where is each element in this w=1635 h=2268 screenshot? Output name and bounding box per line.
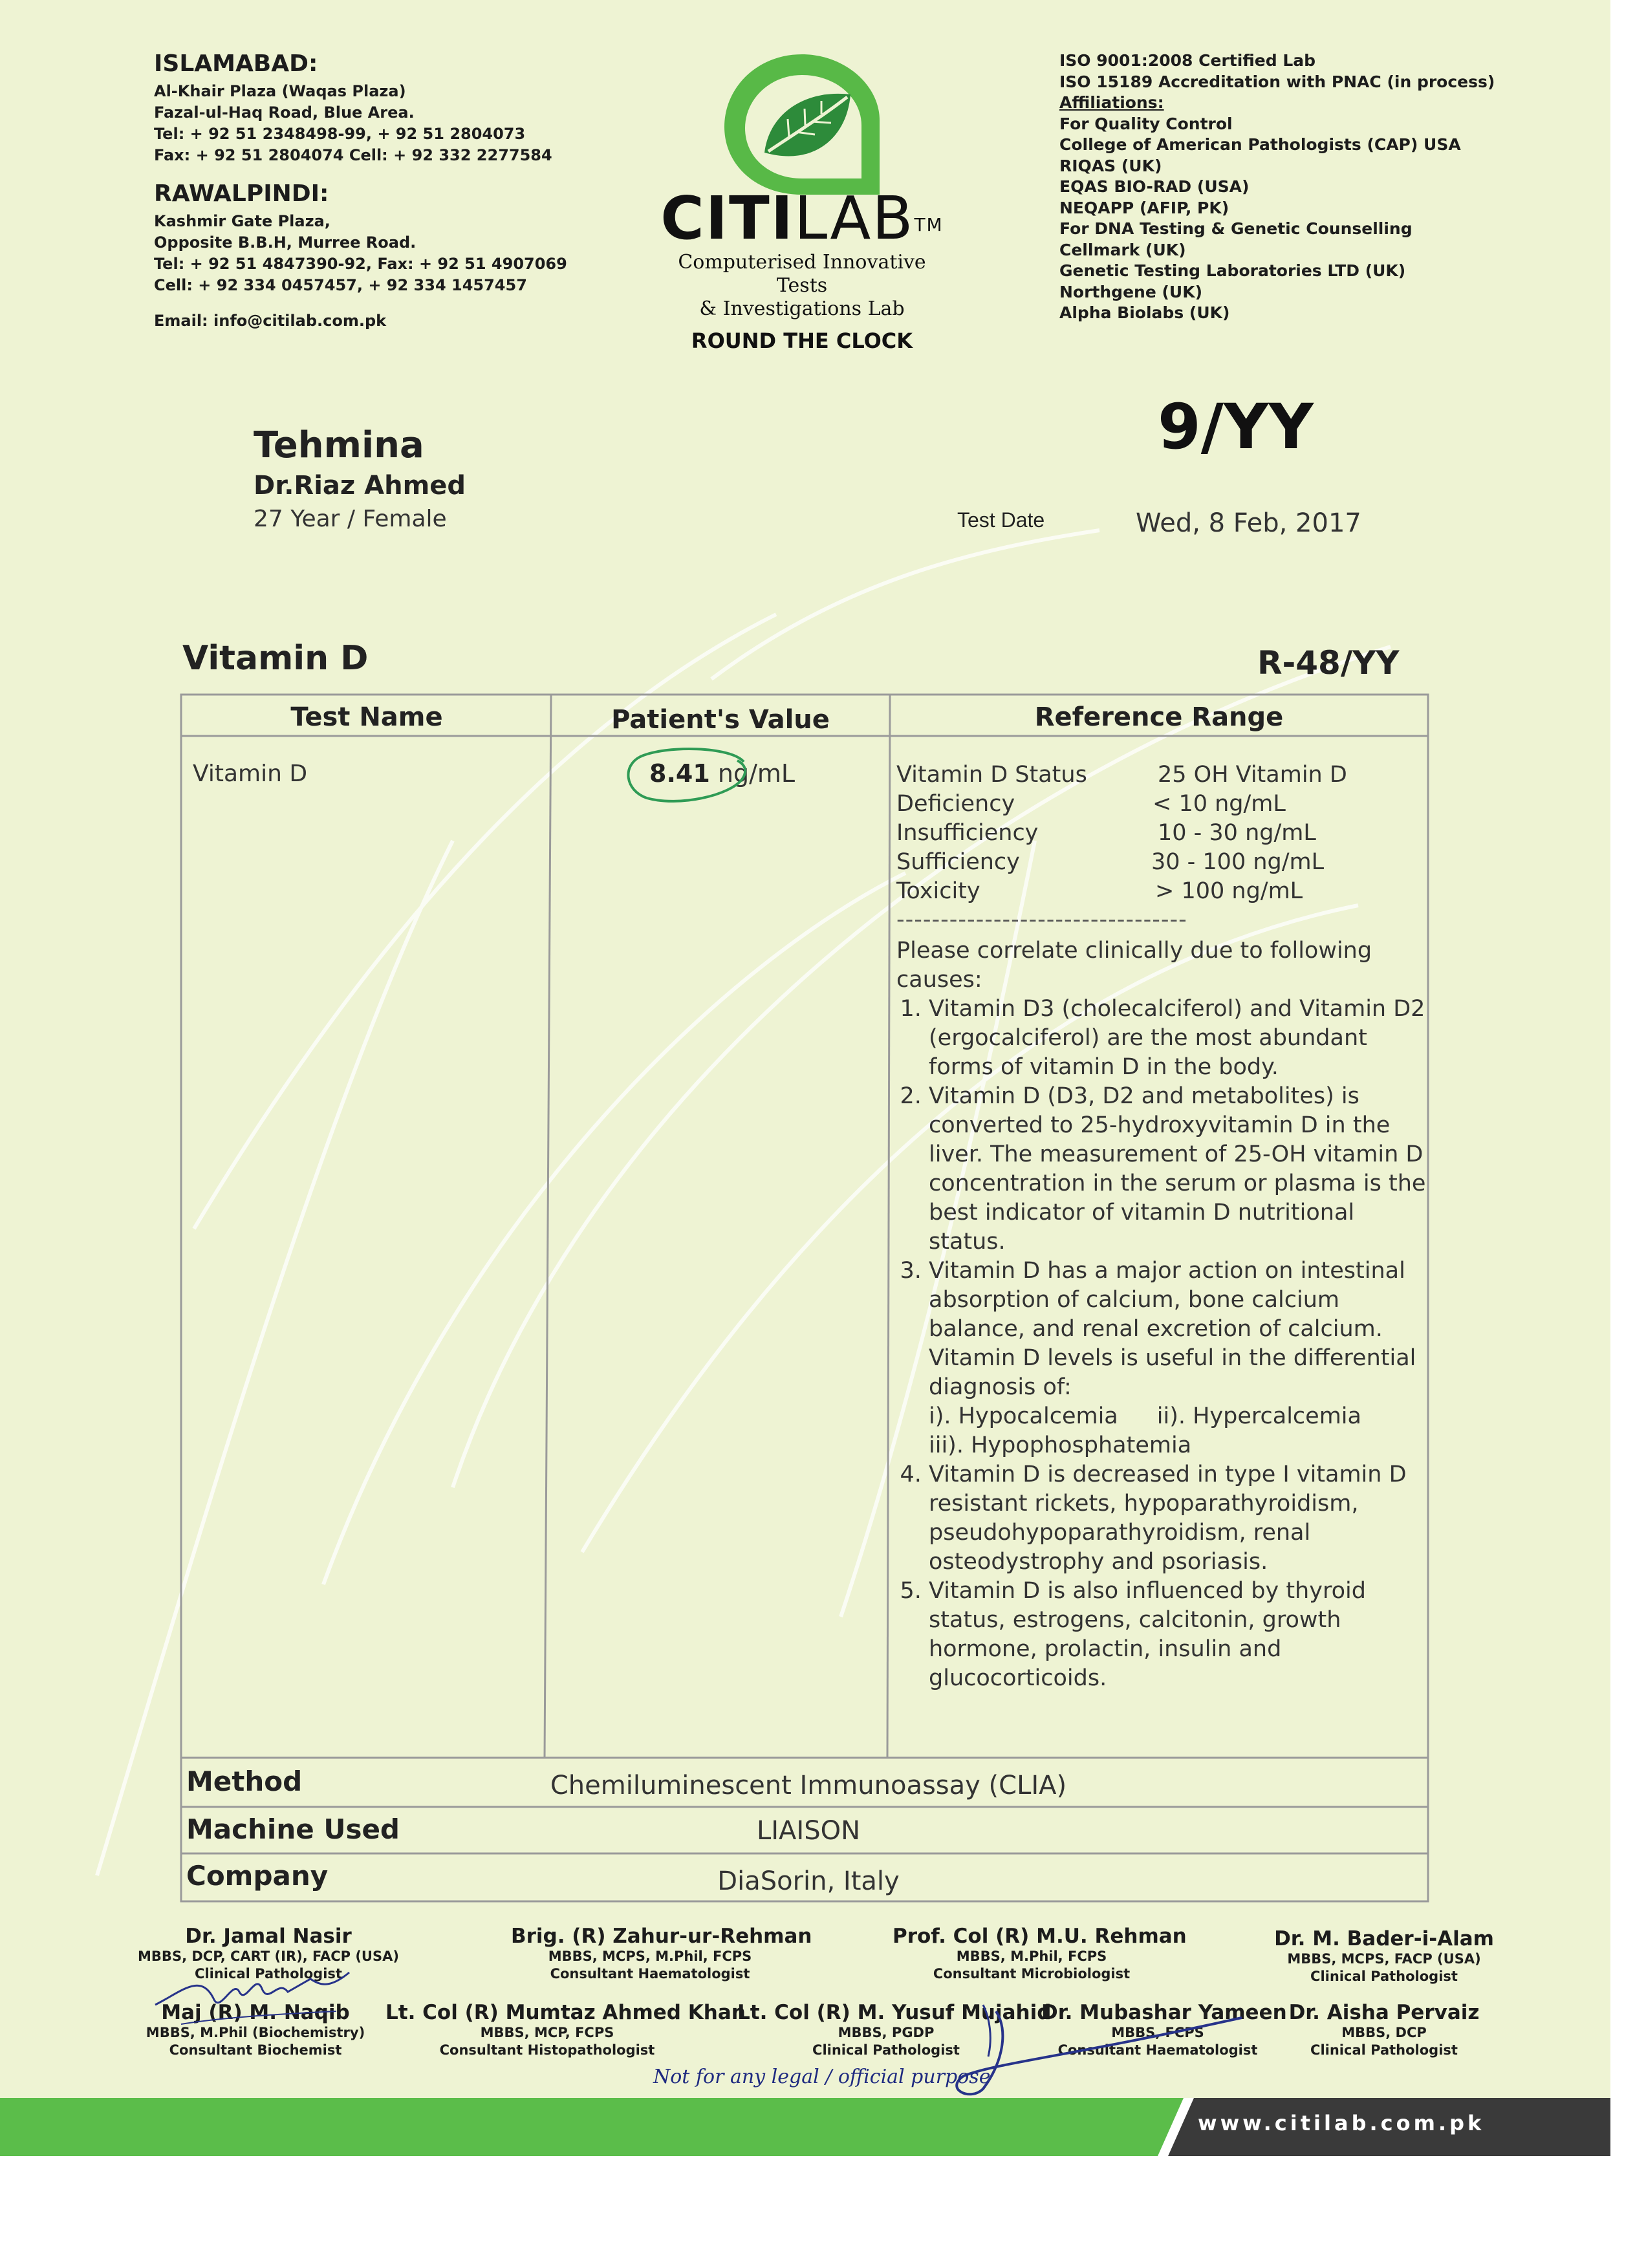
islamabad-line: Fazal-ul-Haq Road, Blue Area.: [154, 103, 415, 122]
reference-value: > 100 ng/mL: [1155, 878, 1303, 904]
reference-divider: ---------------------------------: [896, 907, 1187, 933]
signatory-name: Dr. M. Bader-i-Alam: [1274, 1927, 1494, 1950]
brand-tagline: Computerised Innovative Tests: [678, 251, 926, 297]
reference-value: < 10 ng/mL: [1153, 791, 1286, 817]
signatory-qualification: MBBS, MCPS, M.Phil, FCPS: [548, 1949, 752, 1964]
signatory-qualification: MBBS, FCPS: [1111, 2025, 1204, 2040]
brand-name-bold: CITI: [660, 184, 795, 253]
disclaimer-note: Not for any legal / official purpose: [653, 2066, 991, 2088]
test-date-value: Wed, 8 Feb, 2017: [1136, 508, 1361, 538]
signatory-title: Consultant Histopathologist: [439, 2042, 655, 2058]
reference-value: 30 - 100 ng/mL: [1151, 849, 1325, 875]
note-item: 5. Vitamin D is also influenced by thyroid status, estrogens, calcitonin, growth hormone, prolactin, insulin and glucocorticoids.: [929, 1577, 1427, 1693]
column-header-patient-value: Patient's Value: [611, 705, 830, 735]
signatory-title: Consultant Haematologist: [1057, 2042, 1258, 2058]
note-subitem: iii). Hypophosphatemia: [929, 1432, 1192, 1458]
signatory-title: Clinical Pathologist: [1310, 1969, 1458, 1984]
signatory-name: Prof. Col (R) M.U. Rehman: [893, 1925, 1187, 1948]
reference-row: [896, 849, 1325, 875]
signatory-name: Dr. Mubashar Yameen: [1041, 2001, 1287, 2024]
signatory-name: Lt. Col (R) M. Yusuf Mujahid: [737, 2001, 1052, 2024]
rawalpindi-line: Cell: + 92 334 0457457, + 92 334 1457457: [154, 276, 527, 294]
signatory-title: Consultant Haematologist: [550, 1966, 750, 1982]
signatory-name: Maj (R) M. Naqib: [161, 2001, 350, 2024]
signatory: [893, 1925, 1187, 1983]
company-label: Company: [186, 1860, 329, 1892]
affiliations-heading: Affiliations:: [1059, 93, 1164, 112]
trademark-mark: TM: [914, 214, 944, 235]
method-label: Method: [186, 1766, 303, 1797]
signatory: [385, 2001, 746, 2059]
clinical-notes: [896, 936, 1427, 1693]
signatory-title: Clinical Pathologist: [1310, 2042, 1458, 2058]
reference-row: [896, 791, 1286, 817]
signatory-title: Clinical Pathologist: [812, 2042, 960, 2058]
report-number: R-48/YY: [1257, 644, 1400, 682]
company-value: DiaSorin, Italy: [717, 1866, 900, 1896]
islamabad-line: Al-Khair Plaza (Waqas Plaza): [154, 82, 406, 100]
note-text: Vitamin D has a major action on intestinal absorption of calcium, bone calcium balance, and renal excretion of calcium. Vitamin D levels is useful in the differential diagnosis of:: [929, 1258, 1416, 1400]
note-item: 1. Vitamin D3 (cholecalciferol) and Vitamin D2 (ergocalciferol) are the most abundant forms of vitamin D in the body.: [929, 995, 1427, 1082]
patient-value-unit: ng/mL: [717, 759, 796, 788]
accreditation-line: For Quality Control: [1059, 114, 1233, 133]
islamabad-line: Fax: + 92 51 2804074 Cell: + 92 332 2277584: [154, 146, 552, 164]
test-name-cell: Vitamin D: [193, 761, 308, 787]
signatory: [1268, 1927, 1500, 1985]
reference-label: Vitamin D Status: [896, 762, 1087, 788]
signatory-qualification: MBBS, M.Phil, FCPS: [956, 1949, 1107, 1964]
reference-range-table: [896, 762, 1427, 911]
rawalpindi-line: Tel: + 92 51 4847390-92, Fax: + 92 51 4907069: [154, 255, 567, 273]
method-value: Chemiluminescent Immunoassay (CLIA): [550, 1771, 1067, 1800]
machine-value: LIAISON: [756, 1816, 861, 1846]
signatory-name: Brig. (R) Zahur-ur-Rehman: [511, 1925, 812, 1948]
patient-name: Tehmina: [254, 424, 424, 466]
signatory-title: Consultant Microbiologist: [933, 1966, 1131, 1982]
round-the-clock: ROUND THE CLOCK: [691, 329, 913, 353]
notes-intro: Please correlate clinically due to following causes:: [896, 938, 1372, 993]
signatory-name: Dr. Jamal Nasir: [185, 1925, 352, 1948]
signatory-qualification: MBBS, DCP: [1341, 2025, 1427, 2040]
signatory-title: Clinical Pathologist: [195, 1966, 342, 1982]
accreditation-line: Northgene (UK): [1059, 282, 1203, 301]
test-date-label: Test Date: [957, 508, 1045, 532]
reference-row: [896, 820, 1316, 846]
note-item: 2. Vitamin D (D3, D2 and metabolites) is converted to 25-hydroxyvitamin D in the liver. The measurement of 25-OH vitamin D concentration in the serum or plasma is the best indicator of vitamin D nutritional status.: [929, 1082, 1427, 1257]
accreditation-line: Genetic Testing Laboratories LTD (UK): [1059, 261, 1406, 280]
accreditation-line: NEQAPP (AFIP, PK): [1059, 198, 1229, 217]
signatory-qualification: MBBS, MCPS, FACP (USA): [1287, 1951, 1481, 1967]
machine-label: Machine Used: [186, 1813, 400, 1845]
note-item: 4. Vitamin D is decreased in type I vitamin D resistant rickets, hypoparathyroidism, pseudohypoparathyroidism, renal osteodystrophy and psoriasis.: [929, 1460, 1427, 1577]
note-item: [929, 1257, 1427, 1460]
signatory-qualification: MBBS, DCP, CART (IR), FACP (USA): [138, 1949, 399, 1964]
islamabad-line: Tel: + 92 51 2348498-99, + 92 51 2804073: [154, 125, 526, 143]
column-header-reference-range: Reference Range: [1034, 702, 1284, 732]
column-header-test-name: Test Name: [290, 702, 443, 732]
website-link[interactable]: www.citilab.com.pk: [1198, 2111, 1485, 2135]
signatory-qualification: MBBS, MCP, FCPS: [480, 2025, 614, 2040]
note-subitem: ii). Hypercalcemia: [1156, 1403, 1361, 1429]
rawalpindi-line: Opposite B.B.H, Murree Road.: [154, 233, 417, 252]
patient-value: 8.41: [649, 759, 710, 788]
accreditation-line: ISO 9001:2008 Certified Lab: [1059, 51, 1316, 70]
brand-name-thin: LAB: [794, 184, 915, 253]
reference-label: Toxicity: [896, 878, 980, 904]
accreditation-line: Alpha Biolabs (UK): [1059, 303, 1230, 322]
accreditation-line: ISO 15189 Accreditation with PNAC (in process): [1059, 72, 1495, 91]
signatory-name: Dr. Aisha Pervaiz: [1288, 2001, 1480, 2024]
accreditation-line: College of American Pathologists (CAP) USA: [1059, 135, 1461, 154]
islamabad-heading: ISLAMABAD:: [154, 50, 318, 77]
reference-row: [896, 762, 1347, 788]
signatory: [511, 1925, 812, 1983]
accreditation-line: For DNA Testing & Genetic Counselling: [1059, 219, 1413, 238]
reference-label: Sufficiency: [896, 849, 1020, 875]
reference-value: 25 OH Vitamin D: [1158, 762, 1347, 788]
reference-label: Deficiency: [896, 791, 1015, 817]
rawalpindi-heading: RAWALPINDI:: [154, 180, 329, 207]
rawalpindi-line: Kashmir Gate Plaza,: [154, 212, 330, 230]
reference-value: 10 - 30 ng/mL: [1158, 820, 1316, 846]
patient-age-gender: 27 Year / Female: [254, 506, 447, 532]
email-line: Email: info@citilab.com.pk: [154, 312, 387, 330]
reference-label: Insufficiency: [896, 820, 1039, 846]
reference-row: [896, 878, 1303, 904]
accreditation-line: RIQAS (UK): [1059, 156, 1162, 175]
accreditation-line: Cellmark (UK): [1059, 240, 1186, 259]
accreditation-line: EQAS BIO-RAD (USA): [1059, 177, 1250, 196]
signatory-qualification: MBBS, PGDP: [838, 2025, 935, 2040]
referring-doctor: Dr.Riaz Ahmed: [254, 471, 466, 501]
signatory: [1287, 2001, 1481, 2059]
notes-list: [896, 995, 1427, 1693]
signatory-name: Lt. Col (R) Mumtaz Ahmed Khan: [385, 2001, 746, 2024]
value-highlight-circle: [621, 742, 757, 807]
reference-number: 9/YY: [1158, 391, 1314, 463]
signatory-qualification: MBBS, M.Phil (Biochemistry): [146, 2025, 365, 2040]
brand-tagline: & Investigations Lab: [699, 297, 905, 320]
note-subitem: i). Hypocalcemia: [929, 1403, 1118, 1429]
handwritten-signature: [142, 1953, 375, 2031]
report-title: Vitamin D: [182, 639, 369, 678]
signatory-title: Consultant Biochemist: [169, 2042, 342, 2058]
